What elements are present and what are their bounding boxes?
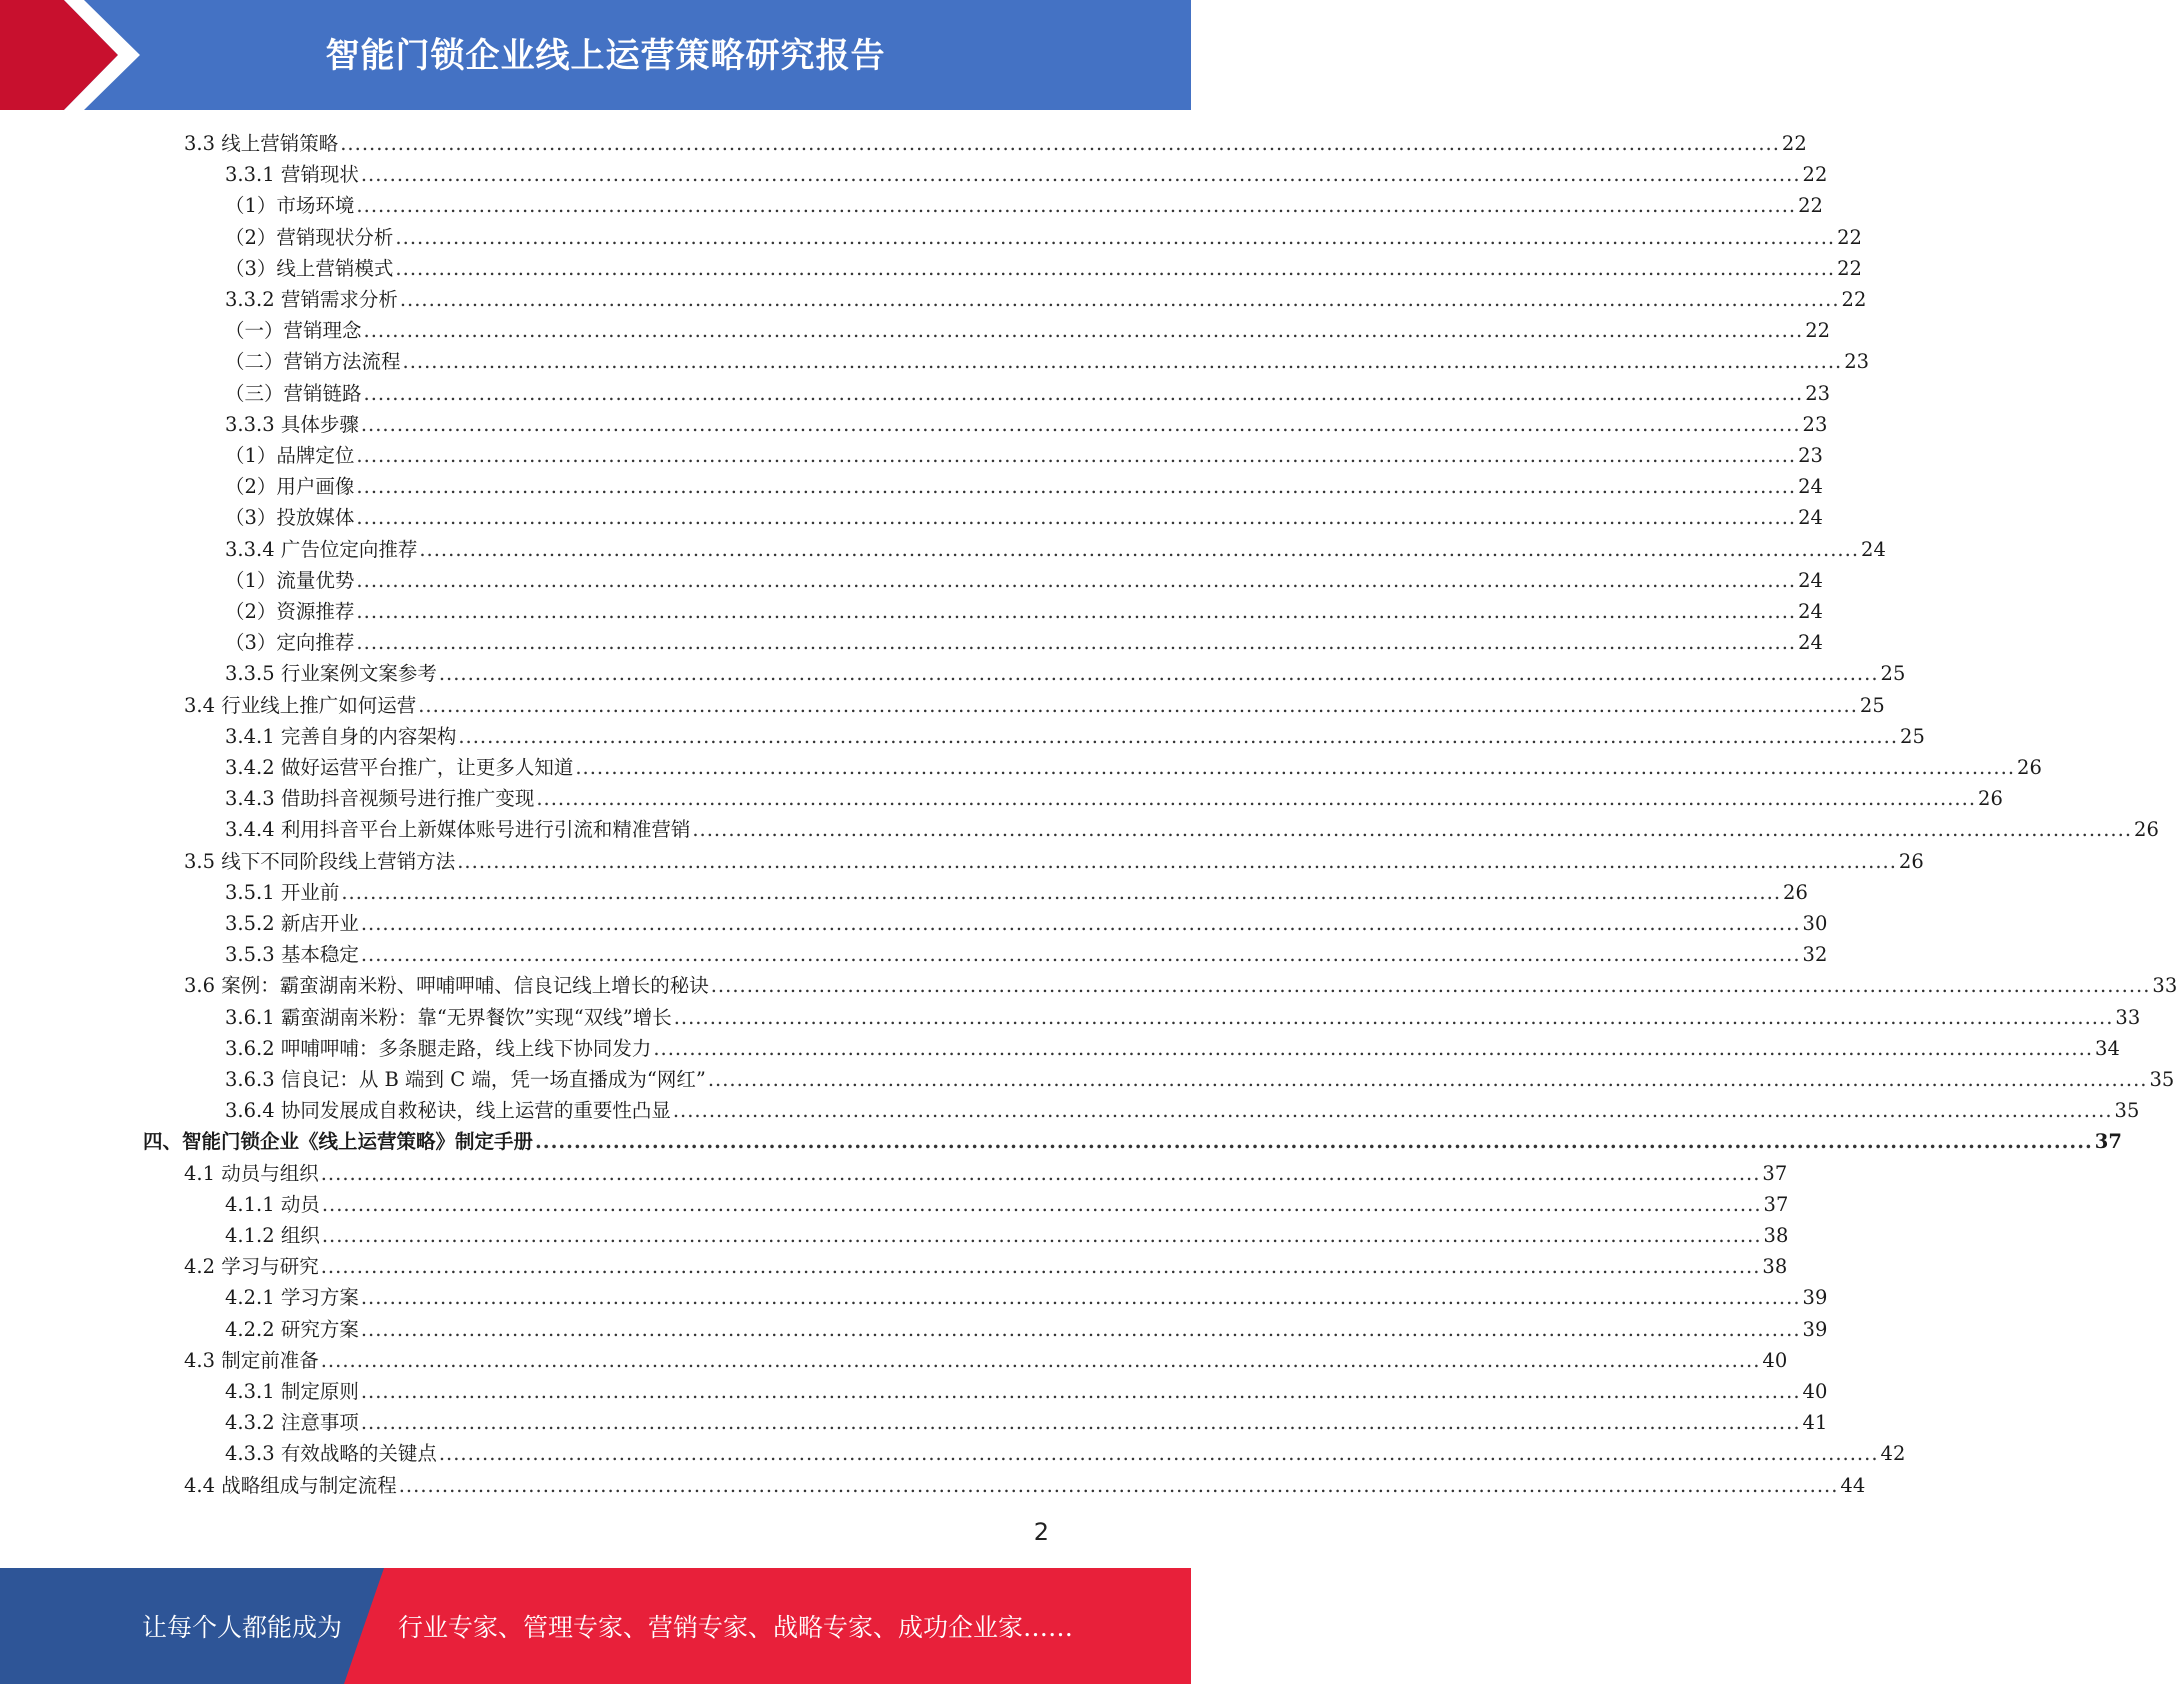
toc-entry-label: 3.3.4 广告位定向推荐 <box>225 537 418 561</box>
toc-entry[interactable] <box>225 596 1823 627</box>
toc-entry-label: 3.5 线下不同阶段线上营销方法 <box>184 849 456 873</box>
toc-entry-page: 22 <box>1802 163 1828 187</box>
toc-entry[interactable] <box>225 783 2003 814</box>
toc-dot-leader: ........................................................................................................................................................................................................ <box>438 1442 1879 1466</box>
toc-entry[interactable] <box>225 284 1867 315</box>
toc-entry[interactable] <box>225 1438 1906 1469</box>
toc-dot-leader: ........................................................................................................................................................................................................ <box>356 631 1797 655</box>
toc-dot-leader: ........................................................................................................................................................................................................ <box>575 756 2016 779</box>
toc-dot-leader: ........................................................................................................................................................................................................ <box>321 1192 1762 1216</box>
toc-entry[interactable] <box>225 315 1831 346</box>
toc-entry-page: 24 <box>1798 600 1823 623</box>
toc-dot-leader: ........................................................................................................................................................................................................ <box>692 818 2133 842</box>
toc-entry-label: 3.3 线上营销策略 <box>184 132 339 155</box>
toc-entry-label: 3.6.4 协同发展成自救秘诀，线上运营的重要性凸显 <box>225 1099 671 1123</box>
toc-entry-page: 26 <box>1898 849 1924 873</box>
toc-entry[interactable] <box>225 1095 2140 1126</box>
toc-dot-leader: ........................................................................................................................................................................................................ <box>395 256 1836 280</box>
toc-entry-page: 38 <box>1763 1224 1789 1247</box>
toc-entry[interactable] <box>225 1282 1828 1313</box>
toc-dot-leader: ........................................................................................................................................................................................................ <box>341 880 1782 904</box>
toc-dot-leader: ........................................................................................................................................................................................................ <box>458 724 1899 748</box>
toc-entry-page: 22 <box>1837 225 1862 249</box>
toc-entry-label: 4.1 动员与组织 <box>184 1161 319 1185</box>
toc-entry-label: 4.1.2 组织 <box>225 1224 320 1247</box>
toc-dot-leader: ........................................................................................................................................................................................................ <box>438 662 1879 686</box>
toc-entry-page: 22 <box>1781 132 1807 155</box>
toc-entry-page: 39 <box>1802 1286 1828 1310</box>
toc-entry-label: 3.5.3 基本稳定 <box>225 943 359 967</box>
toc-dot-leader: ........................................................................................................................................................................................................ <box>320 1161 1761 1185</box>
toc-entry-page: 35 <box>2114 1099 2140 1123</box>
toc-entry[interactable] <box>225 877 1808 908</box>
toc-entry-page: 24 <box>1798 506 1823 530</box>
toc-entry-label: 3.3.2 营销需求分析 <box>225 288 398 311</box>
toc-entry[interactable] <box>225 1033 2120 1064</box>
toc-entry-label: （1）品牌定位 <box>225 444 355 467</box>
toc-entry[interactable] <box>225 1407 1828 1438</box>
toc-dot-leader: ........................................................................................................................................................................................................ <box>710 974 2151 998</box>
toc-entry-page: 24 <box>1798 568 1823 592</box>
toc-entry-page: 22 <box>1837 256 1862 280</box>
toc-entry-label: 4.2.1 学习方案 <box>225 1286 359 1310</box>
toc-dot-leader: ........................................................................................................................................................................................................ <box>673 1005 2114 1029</box>
toc-dot-leader: ........................................................................................................................................................................................................ <box>360 163 1801 187</box>
toc-entry-label: 3.6.1 霸蛮湖南米粉：靠“无界餐饮”实现“双线”增长 <box>225 1005 672 1029</box>
toc-entry-page: 26 <box>1783 880 1808 904</box>
toc-entry-label: 3.4.4 利用抖音平台上新媒体账号进行引流和精准营销 <box>225 818 691 842</box>
toc-entry[interactable] <box>184 1470 1866 1501</box>
toc-entry-label: （2）用户画像 <box>225 475 355 499</box>
toc-entry[interactable] <box>184 1251 1788 1282</box>
toc-entry-page: 23 <box>1805 381 1831 405</box>
toc-entry[interactable] <box>225 534 1886 565</box>
toc-dot-leader: ........................................................................................................................................................................................................ <box>360 912 1801 935</box>
toc-entry[interactable] <box>225 1189 1789 1220</box>
toc-dot-leader: ........................................................................................................................................................................................................ <box>356 600 1797 623</box>
toc-entry-label: 4.3 制定前准备 <box>184 1348 319 1372</box>
toc-entry-label: 3.5.2 新店开业 <box>225 912 359 935</box>
toc-entry[interactable] <box>225 190 1823 221</box>
toc-entry-label: 3.3.5 行业案例文案参考 <box>225 662 437 686</box>
toc-entry-page: 30 <box>1802 912 1828 935</box>
toc-entry[interactable] <box>225 752 2042 783</box>
toc-entry[interactable] <box>225 1314 1828 1345</box>
document-title: 智能门锁企业线上运营策略研究报告 <box>325 36 886 76</box>
toc-entry[interactable] <box>225 1220 1789 1251</box>
toc-entry[interactable] <box>184 1158 1788 1189</box>
toc-entry-label: 3.4.2 做好运营平台推广，让更多人知道 <box>225 756 574 779</box>
page-header <box>0 0 1191 110</box>
toc-entry-label: 3.6 案例：霸蛮湖南米粉、呷哺呷哺、信良记线上增长的秘诀 <box>184 974 709 998</box>
toc-entry-label: （3）线上营销模式 <box>225 256 394 280</box>
toc-entry-label: 4.3.1 制定原则 <box>225 1380 359 1403</box>
toc-dot-leader: ........................................................................................................................................................................................................ <box>707 1068 2148 1091</box>
toc-entry-label: （一）营销理念 <box>225 319 362 343</box>
toc-dot-leader: ........................................................................................................................................................................................................ <box>320 1348 1761 1372</box>
toc-dot-leader: ........................................................................................................................................................................................................ <box>457 849 1897 873</box>
toc-entry-page: 24 <box>1798 475 1823 499</box>
toc-dot-leader: ........................................................................................................................................................................................................ <box>672 1099 2113 1123</box>
toc-entry-label: 3.3.3 具体步骤 <box>225 412 359 436</box>
toc-entry-page: 24 <box>1798 631 1823 655</box>
toc-dot-leader: ........................................................................................................................................................................................................ <box>395 225 1836 249</box>
toc-entry[interactable] <box>225 1064 2175 1095</box>
toc-dot-leader: ........................................................................................................................................................................................................ <box>536 787 1977 811</box>
toc-entry-page: 37 <box>2094 1130 2122 1154</box>
toc-entry-page: 25 <box>1900 724 1925 748</box>
toc-dot-leader: ........................................................................................................................................................................................................ <box>402 350 1843 374</box>
page-footer <box>0 1568 1191 1684</box>
footer-slogan-left: 让每个人都能成为 <box>142 1613 343 1642</box>
toc-entry-label: 3.4.1 完善自身的内容架构 <box>225 724 457 748</box>
toc-entry-page: 26 <box>2134 818 2159 842</box>
toc-dot-leader: ........................................................................................................................................................................................................ <box>356 444 1797 467</box>
toc-entry-page: 33 <box>2115 1005 2141 1029</box>
toc-entry-label: 3.3.1 营销现状 <box>225 163 359 187</box>
toc-entry-page: 23 <box>1802 412 1828 436</box>
toc-entry[interactable] <box>184 846 1924 877</box>
toc-entry[interactable] <box>225 502 1823 533</box>
toc-entry[interactable] <box>225 939 1828 970</box>
toc-entry[interactable] <box>225 378 1831 409</box>
page-number: 2 <box>1033 1518 1049 1546</box>
toc-dot-leader: ........................................................................................................................................................................................................ <box>356 194 1797 218</box>
toc-entry-page: 22 <box>1798 194 1823 218</box>
toc-dot-leader: ........................................................................................................................................................................................................ <box>360 412 1801 436</box>
toc-entry-page: 37 <box>1762 1161 1788 1185</box>
toc-entry-page: 34 <box>2095 1036 2120 1060</box>
toc-dot-leader: ........................................................................................................................................................................................................ <box>356 506 1797 530</box>
toc-entry[interactable] <box>225 721 1925 752</box>
toc-entry-label: （2）营销现状分析 <box>225 225 394 249</box>
toc-entry-label: 3.4.3 借助抖音视频号进行推广变现 <box>225 787 535 811</box>
toc-entry[interactable] <box>184 1345 1788 1376</box>
toc-entry-label: （二）营销方法流程 <box>225 350 401 374</box>
toc-dot-leader: ........................................................................................................................................................................................................ <box>363 381 1804 405</box>
toc-entry-label: 4.2 学习与研究 <box>184 1255 319 1279</box>
toc-entry-page: 23 <box>1798 444 1823 467</box>
toc-entry[interactable] <box>225 565 1823 596</box>
toc-dot-leader: ........................................................................................................................................................................................................ <box>321 1224 1762 1247</box>
toc-entry-page: 25 <box>1880 662 1906 686</box>
toc-entry[interactable] <box>225 908 1828 939</box>
toc-entry-page: 35 <box>2149 1068 2175 1091</box>
toc-dot-leader: ........................................................................................................................................................................................................ <box>418 693 1858 717</box>
toc-entry-label: 3.6.3 信良记：从 B 端到 C 端，凭一场直播成为“网红” <box>225 1068 706 1091</box>
toc-entry-page: 26 <box>2017 756 2042 779</box>
toc-entry[interactable] <box>225 253 1862 284</box>
toc-entry-label: 3.4 行业线上推广如何运营 <box>184 693 417 717</box>
toc-entry-page: 22 <box>1841 288 1867 311</box>
toc-entry-label: 4.3.3 有效战略的关键点 <box>225 1442 437 1466</box>
toc-entry-page: 33 <box>2152 974 2177 998</box>
toc-entry-label: （1）流量优势 <box>225 568 355 592</box>
toc-entry-label: 四、智能门锁企业《线上运营策略》制定手册 <box>143 1130 534 1154</box>
toc-entry-label: （1）市场环境 <box>225 194 355 218</box>
toc-dot-leader: ........................................................................................................................................................................................................ <box>340 132 1780 155</box>
toc-dot-leader: ........................................................................................................................................................................................................ <box>360 1317 1801 1341</box>
toc-entry-page: 32 <box>1802 943 1828 967</box>
toc-entry[interactable] <box>184 970 2177 1001</box>
toc-entry-label: 3.5.1 开业前 <box>225 880 340 904</box>
toc-entry-page: 25 <box>1859 693 1885 717</box>
toc-entry-label: 4.3.2 注意事项 <box>225 1411 359 1435</box>
toc-entry-label: 4.1.1 动员 <box>225 1192 320 1216</box>
toc-dot-leader: ........................................................................................................................................................................................................ <box>653 1036 2094 1060</box>
footer-slogan-right: 行业专家、管理专家、营销专家、战略专家、成功企业家…… <box>398 1613 1074 1642</box>
toc-entry-page: 26 <box>1978 787 2003 811</box>
toc-dot-leader: ........................................................................................................................................................................................................ <box>320 1255 1761 1279</box>
toc-dot-leader: ........................................................................................................................................................................................................ <box>360 1380 1801 1403</box>
toc-entry-page: 24 <box>1861 537 1886 561</box>
toc-entry-label: 4.4 战略组成与制定流程 <box>184 1473 397 1497</box>
toc-entry[interactable] <box>184 128 1807 159</box>
toc-dot-leader: ........................................................................................................................................................................................................ <box>398 1473 1839 1497</box>
toc-entry[interactable] <box>225 440 1823 471</box>
toc-entry[interactable] <box>225 658 1906 689</box>
toc-entry-page: 41 <box>1802 1411 1828 1435</box>
toc-entry-page: 39 <box>1802 1317 1828 1341</box>
toc-dot-leader: ........................................................................................................................................................................................................ <box>360 1411 1801 1435</box>
toc-entry-label: 4.2.2 研究方案 <box>225 1317 359 1341</box>
toc-dot-leader: ........................................................................................................................................................................................................ <box>399 288 1840 311</box>
toc-dot-leader: ........................................................................................................................................................................................................ <box>363 319 1804 343</box>
toc-entry-label: 3.6.2 呷哺呷哺：多条腿走路，线上线下协同发力 <box>225 1036 652 1060</box>
toc-entry-page: 22 <box>1805 319 1831 343</box>
toc-entry-page: 37 <box>1763 1192 1789 1216</box>
toc-entry-label: （3）投放媒体 <box>225 506 355 530</box>
toc-entry[interactable] <box>143 1126 2122 1157</box>
toc-entry[interactable] <box>225 814 2159 845</box>
toc-dot-leader: ........................................................................................................................................................................................................ <box>535 1130 2093 1154</box>
toc-entry-label: （2）资源推荐 <box>225 600 355 623</box>
toc-entry-page: 23 <box>1844 350 1870 374</box>
toc-entry-label: （三）营销链路 <box>225 381 362 405</box>
toc-dot-leader: ........................................................................................................................................................................................................ <box>356 568 1797 592</box>
toc-entry[interactable] <box>225 627 1823 658</box>
toc-entry[interactable] <box>225 1376 1828 1407</box>
toc-entry[interactable] <box>225 409 1828 440</box>
toc-entry-page: 40 <box>1762 1348 1788 1372</box>
toc-entry[interactable] <box>225 1002 2141 1033</box>
toc-entry-page: 38 <box>1762 1255 1788 1279</box>
toc-entry-page: 44 <box>1840 1473 1866 1497</box>
toc-entry[interactable] <box>225 159 1828 190</box>
toc-dot-leader: ........................................................................................................................................................................................................ <box>419 537 1860 561</box>
toc-dot-leader: ........................................................................................................................................................................................................ <box>360 1286 1801 1310</box>
toc-entry-page: 40 <box>1802 1380 1828 1403</box>
toc-entry-page: 42 <box>1880 1442 1906 1466</box>
toc-entry[interactable] <box>184 690 1885 721</box>
toc-dot-leader: ........................................................................................................................................................................................................ <box>356 475 1797 499</box>
toc-entry-label: （3）定向推荐 <box>225 631 355 655</box>
toc-dot-leader: ........................................................................................................................................................................................................ <box>360 943 1801 967</box>
toc-entry[interactable] <box>225 346 1870 377</box>
toc-entry[interactable] <box>225 471 1823 502</box>
toc-entry[interactable] <box>225 222 1862 253</box>
